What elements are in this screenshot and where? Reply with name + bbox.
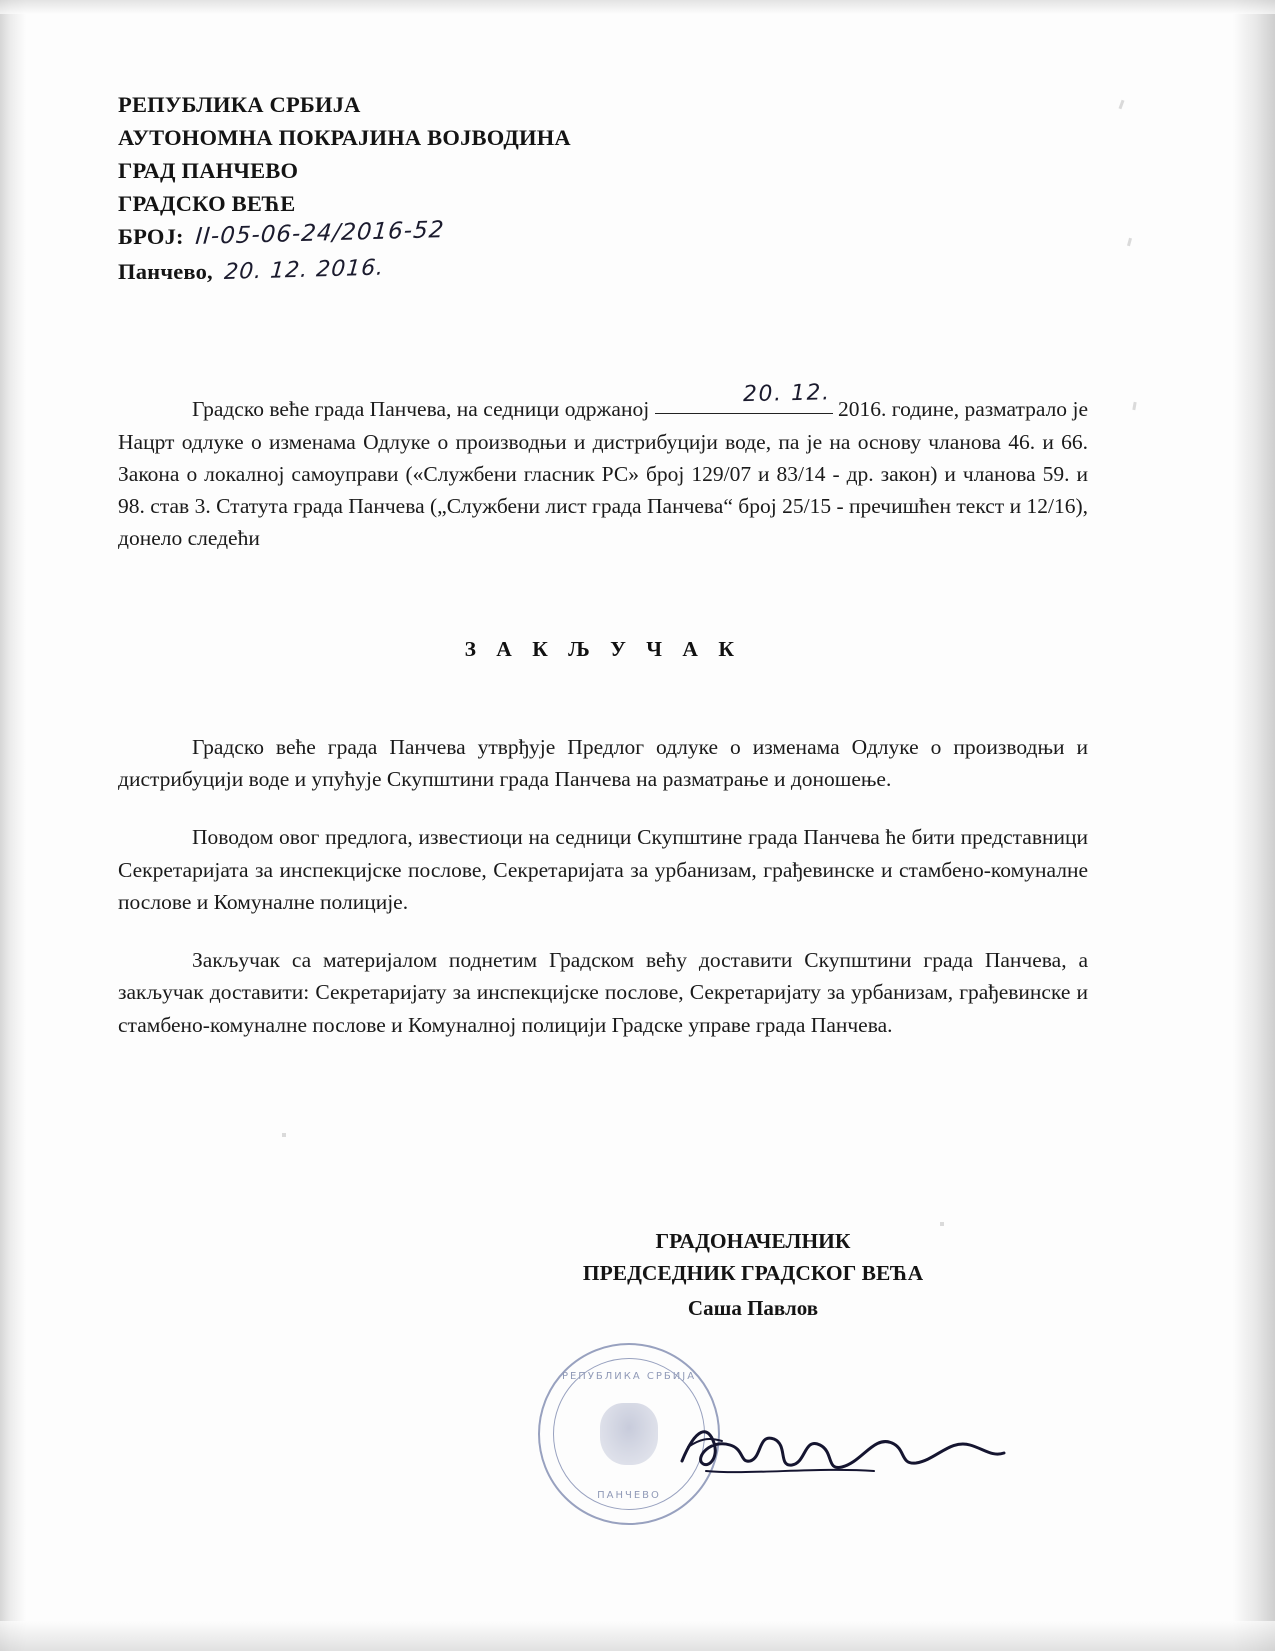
body-paragraph-3: Закључак са материјалом поднетим Градском већу доставити Скупштини града Панчева, а закључак доставити: Секретаријату за инспекцијске послове, Секретаријату за урбанизам, грађевинске и стамбено-комуналне послове и Комуналној полицији Градске управе града Панчева. [118, 948, 1088, 1037]
signature-block [118, 1225, 1088, 1325]
intro-paragraph [118, 380, 1088, 554]
header-line-council: ГРАДСКО ВЕЋЕ [118, 191, 296, 217]
scan-edge-bottom [0, 1621, 1275, 1651]
document-content [118, 88, 1088, 1535]
body-paragraph-1: Градско веће града Панчева утврђује Предлог одлуке о изменама Одлуке о производњи и дистрибуцији воде и упућује Скупштини града Панчева на разматрање и доношење. [118, 734, 1088, 792]
document-number-label: БРОЈ: [118, 224, 184, 250]
document-header [118, 88, 1088, 289]
handwritten-signature [678, 1417, 1008, 1487]
document-title: З А К Љ У Ч А К [464, 636, 742, 661]
header-place-date [118, 255, 1088, 289]
header-line-republic: РЕПУБЛИКА СРБИЈА [118, 92, 361, 117]
document-body [118, 380, 1088, 1041]
signature-title-mayor: ГРАДОНАЧЕЛНИК [655, 1228, 851, 1253]
scan-speck [1127, 238, 1132, 247]
seal-coat-of-arms [600, 1403, 658, 1465]
body-paragraph-2: Поводом овог предлога, известиоци на седници Скупштине града Панчева ће бити представници Секретаријата за инспекцијске послове, Секретаријата за урбанизам, грађевинске и стамбено-комуналне послове и Комуналне полиције. [118, 825, 1088, 914]
scan-edge-top [0, 0, 1275, 14]
date-blank-rule [655, 413, 833, 414]
signature-title-president: ПРЕДСЕДНИК ГРАДСКОГ ВЕЋА [582, 1261, 924, 1286]
intro-text-after: 2016. године, разматрало је Нацрт одлуке о изменама Одлуке о производњи и дистрибуцији воде, па је на основу чланова 46. и 66. Закона о локалној самоуправи («Службени гласник РС» број 129/07 и 83/14 - др. закон) и чланова 59. и 98. став 3. Статута града Панчева („Службени лист града Панчева“ број 25/15 - пречишћен текст и 12/16), донело следећи [118, 397, 1088, 551]
seal-text-top: РЕПУБЛИКА СРБИЈА [561, 1370, 697, 1382]
header-line-city: ГРАД ПАНЧЕВО [118, 158, 299, 184]
date-blank-handwritten: 20. 12. [742, 380, 831, 408]
signature-name: Саша Павлов [687, 1296, 819, 1321]
header-line-province: АУТОНОМНА ПОКРАЈИНА ВОЈВОДИНА [118, 125, 571, 151]
scan-speck [1132, 402, 1136, 410]
signature-area [118, 1325, 1088, 1535]
document-number-value: II-05-06-24/2016-52 [194, 217, 446, 251]
scan-edge-right [1233, 0, 1275, 1651]
header-document-number [118, 217, 1088, 255]
place-label: Панчево, [118, 259, 213, 285]
scan-edge-left [0, 0, 26, 1651]
seal-text-bottom: ПАНЧЕВО [597, 1489, 661, 1501]
scan-speck [1119, 100, 1125, 109]
intro-text-before: Градско веће града Панчева, на седници одржаноj [192, 397, 650, 422]
document-date-value: 20. 12. 2016. [223, 255, 386, 286]
